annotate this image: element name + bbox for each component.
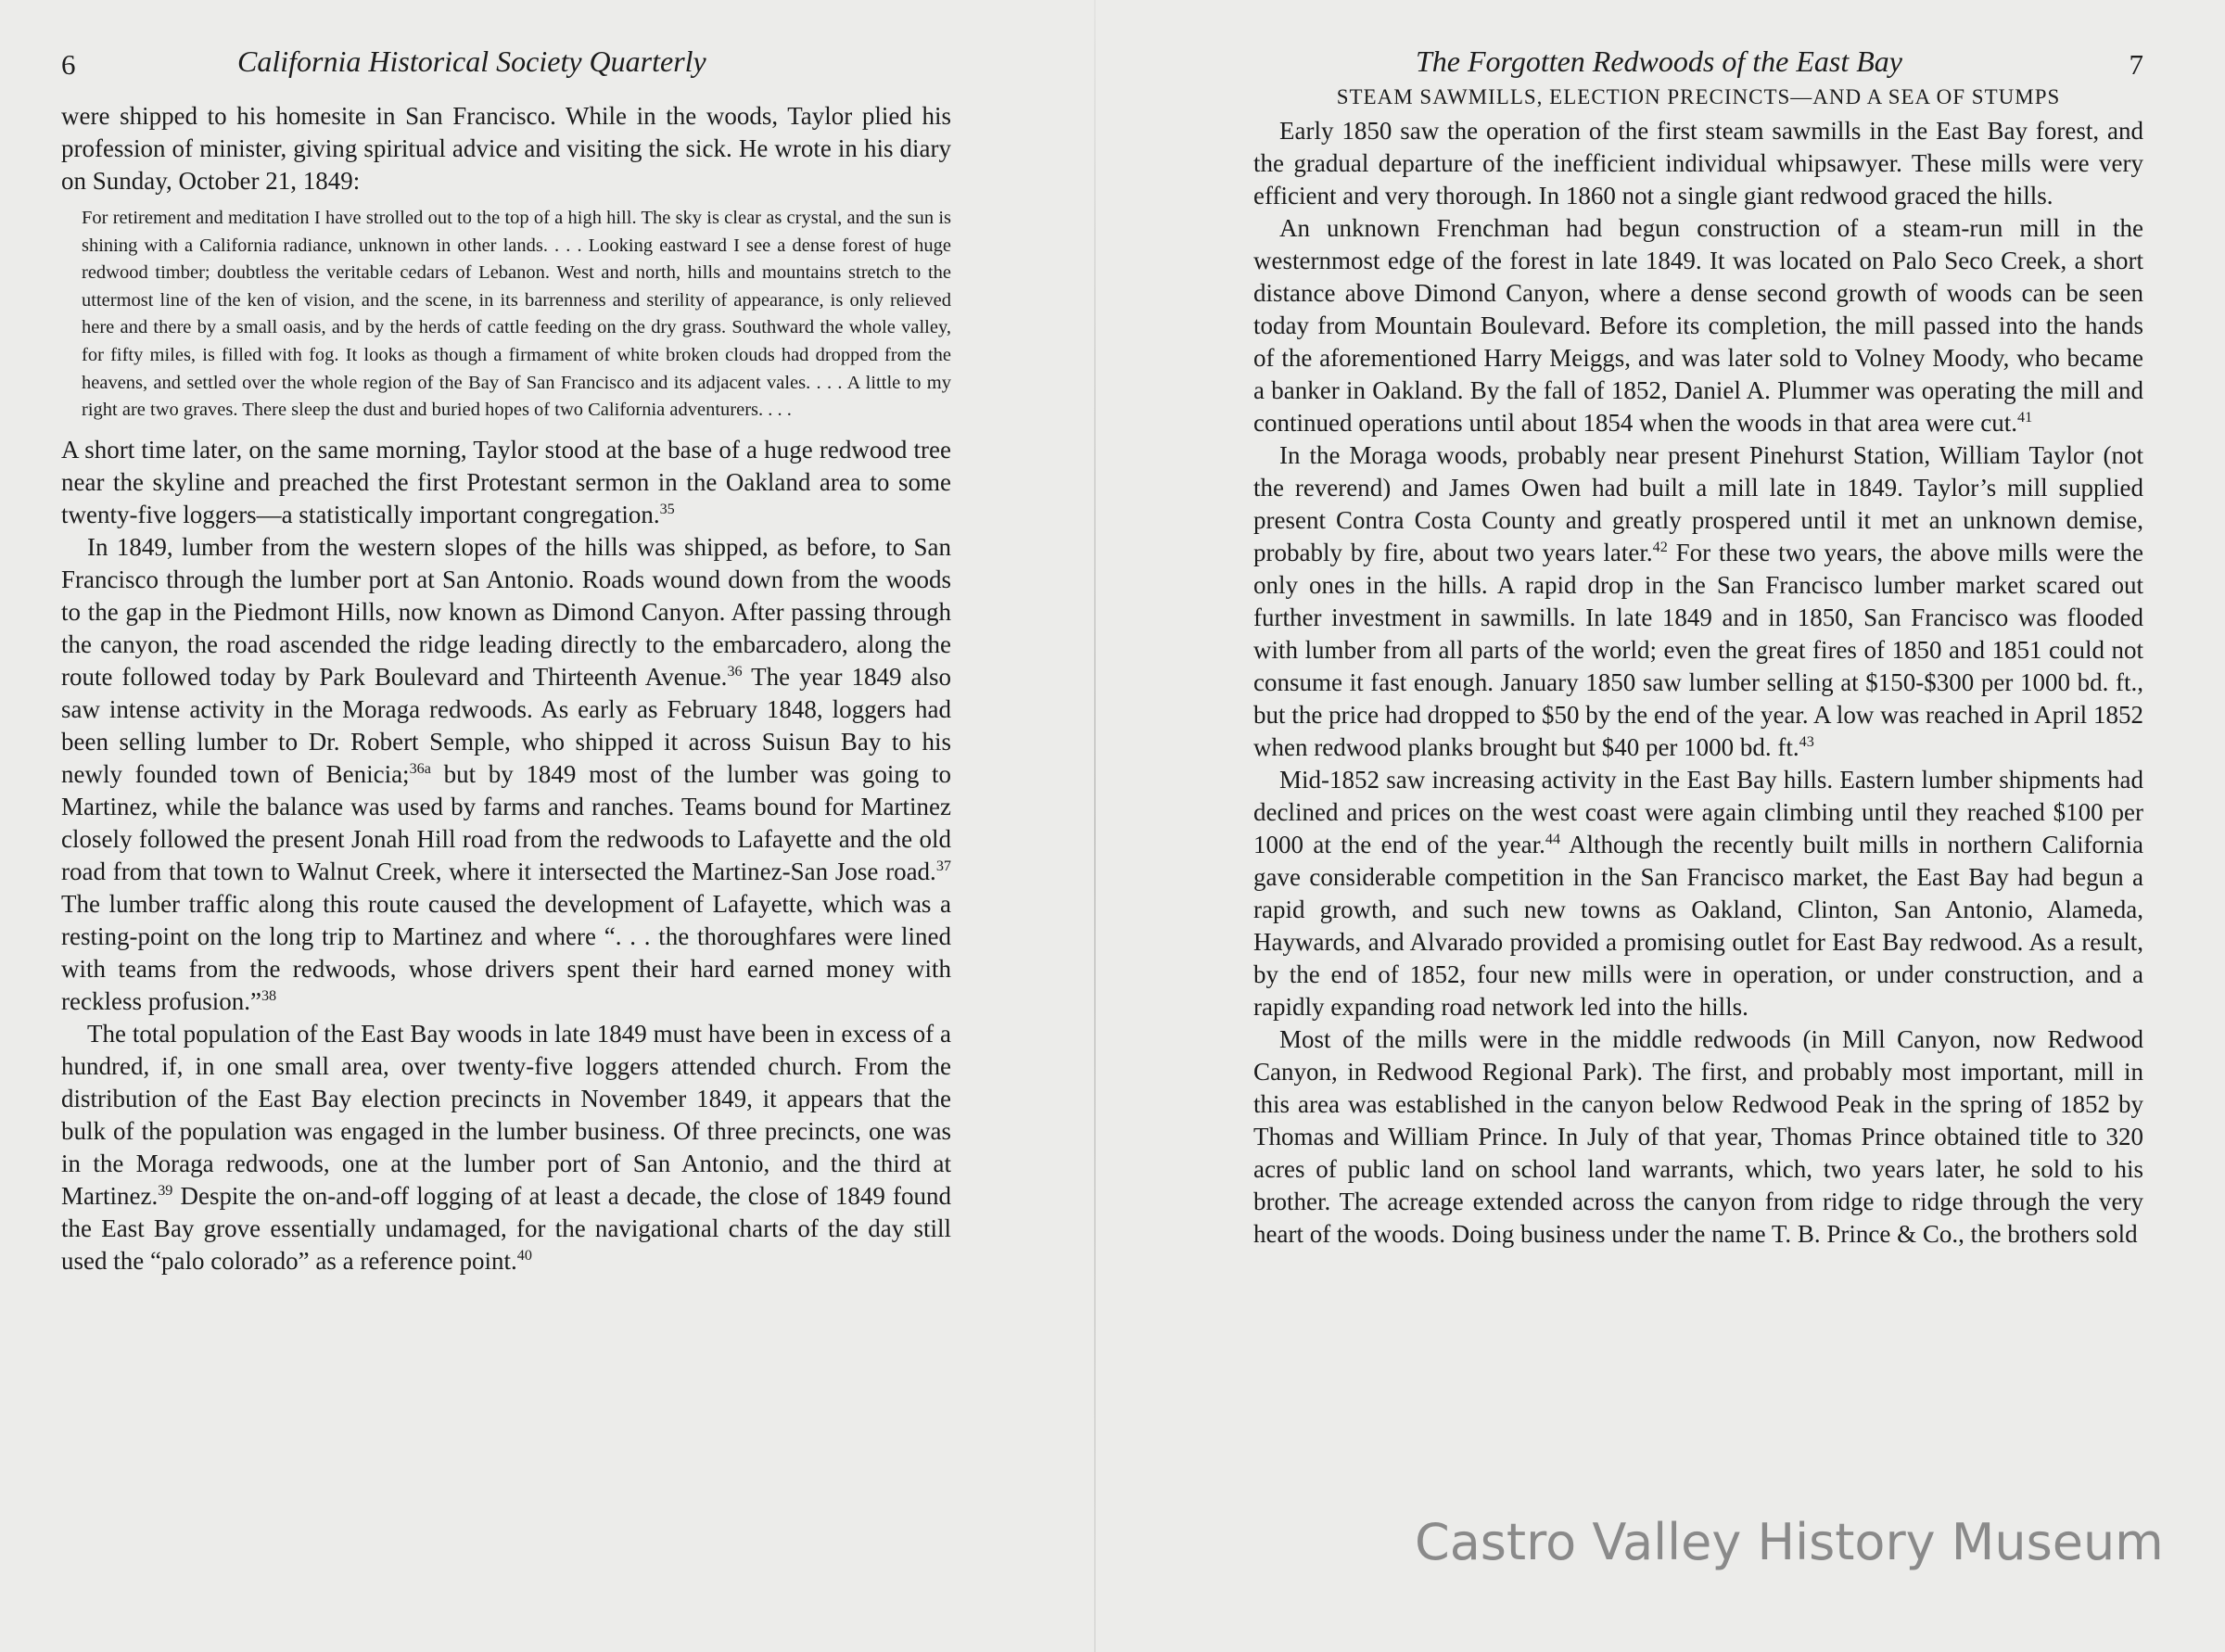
- right-running-title: The Forgotten Redwoods of the East Bay: [1416, 44, 1902, 78]
- museum-watermark: Castro Valley History Museum: [1415, 1513, 2164, 1571]
- footnote-marker: 43: [1799, 733, 1814, 750]
- footnote-marker: 40: [516, 1246, 532, 1264]
- footnote-marker: 35: [659, 500, 675, 517]
- right-paragraph-5: Most of the mills were in the middle redwoods (in Mill Canyon, now Redwood Canyon, in Redwood Regional Park). The first, and probably most important, mill in this area was established in the canyon below Redwood Peak in the spring of 1852 by Thomas and William Prince. In July of that year, Thomas Prince obtained title to 320 acres of public land on school land warrants, which, two years later, he sold to his brother. The acreage extended across the canyon from ridge to ridge through the very heart of the woods. Doing business under the name T. B. Prince & Co., the brothers sold: [1253, 1025, 2143, 1248]
- footnote-marker: 38: [261, 986, 277, 1004]
- footnote-marker: 37: [935, 857, 951, 874]
- right-paragraph-1: Early 1850 saw the operation of the first steam sawmills in the East Bay forest, and the gradual departure of the inefficient individual whipsawyer. These mills were very efficient and very thorough. In 1860 not a single giant redwood graced the hills.: [1253, 117, 2143, 210]
- right-page: [1253, 0, 2143, 1251]
- left-paragraph-2: A short time later, on the same morning, Taylor stood at the base of a huge redwood tree near the skyline and preached the first Protestant sermon in the Oakland area to some twenty-five loggers—a statistically important congregation.$^{35}$: [61, 435, 951, 528]
- left-running-head: [61, 0, 951, 81]
- footnote-marker: 42: [1652, 539, 1668, 555]
- left-paragraph-1: were shipped to his homesite in San Francisco. While in the woods, Taylor plied his profession of minister, giving spiritual advice and visiting the sick. He wrote in his diary on Sunday, October 21, 1849:: [61, 102, 951, 195]
- right-paragraph-3: In the Moraga woods, probably near present Pinehurst Station, William Taylor (not the reverend) and James Owen had built a mill late in 1849. Taylor’s mill supplied present Contra Costa County and greatly prospered until it met an unknown demise, probably by fire, about two years later.$^{42}$ For these two years, the above mills were the only ones in the hills. A rapid drop in the San Francisco lumber market scared out further investment in sawmills. In late 1849 and in 1850, San Francisco was flooded with lumber from all parts of the world; even the great fires of 1850 and 1851 could not consume it fast enough. January 1850 saw lumber selling at $150-$300 per 1000 bd. ft., but the price had dropped to $50 by the end of the year. A low was reached in April 1852 when redwood planks brought but $40 per 1000 bd. ft.$^{43}$: [1253, 441, 2144, 761]
- footnote-marker: 36a: [409, 759, 431, 777]
- right-running-head: [1253, 0, 2143, 81]
- footnote-marker: 44: [1545, 831, 1561, 847]
- left-paragraph-3: In 1849, lumber from the western slopes of the hills was shipped, as before, to San Francisco through the lumber port at San Antonio. Roads wound down from the woods to the gap in the Piedmont Hills, now known as Dimond Canyon. After passing through the canyon, the road ascended the ridge leading directly to the embarcadero, along the route followed today by Park Boulevard and Thirteenth Avenue.$^{36}$ The year 1849 also saw intense activity in the Moraga redwoods. As early as February 1848, loggers had been selling lumber to Dr. Robert Semple, who shipped it across Suisun Bay to his newly founded town of Benicia;$^{36a}$ but by 1849 most of the lumber was going to Martinez, while the balance was used by farms and ranches. Teams bound for Martinez closely followed the present Jonah Hill road from the redwoods to Lafayette and the old road from that town to Walnut Creek, where it intersected the Martinez-San Jose road.$^{37}$ The lumber traffic along this route caused the development of Lafayette, which was a resting-point on the long trip to Martinez and where “. . . the thoroughfares were lined with teams from the redwoods, whose drivers spent their hard earned money with reckless profusion.”$^{38}$: [61, 532, 951, 1015]
- section-heading: STEAM SAWMILLS, ELECTION PRECINCTS—AND A SEA OF STUMPS: [1336, 85, 2061, 108]
- right-paragraph-4: Mid-1852 saw increasing activity in the East Bay hills. Eastern lumber shipments had declined and prices on the west coast were again climbing until they reached $100 per 1000 at the end of the year.$^{44}$ Although the recently built mills in northern California gave considerable competition in the San Francisco market, the East Bay had begun a rapid growth, and such new towns as Oakland, Clinton, San Antonio, Alameda, Haywards, and Alvarado provided a promising outlet for East Bay redwood. As a result, by the end of 1852, four new mills were in operation, or under construction, and a rapidly expanding road network led into the hills.: [1253, 766, 2143, 1021]
- diary-quote: For retirement and meditation I have strolled out to the top of a high hill. The sky is clear as crystal, and the sun is shining with a California radiance, unknown in other lands. . . . Looking eastward I see a dense forest of huge redwood timber; doubtless the veritable cedars of Lebanon. West and north, hills and mountains stretch to the uttermost line of the ken of vision, and the scene, in its barrenness and sterility of appearance, is only relieved here and there by a small oasis, and by the herds of cattle feeding on the dry grass. Southward the whole valley, for fifty miles, is filled with fog. It looks as though a firmament of white broken clouds had dropped from the heavens, and settled over the whole region of the Bay of San Francisco and its adjacent vales. . . . A little to my right are two graves. There sleep the dust and buried hopes of two California adventurers. . . .: [82, 208, 951, 421]
- footnote-marker: 39: [158, 1181, 173, 1199]
- book-gutter: [1094, 0, 1096, 1652]
- left-page: [61, 0, 951, 1277]
- footnote-marker: 41: [2017, 409, 2033, 426]
- left-running-title: California Historical Society Quarterly: [237, 44, 706, 78]
- footnote-marker: 36: [727, 662, 743, 680]
- right-page-number: 7: [2129, 48, 2143, 81]
- left-paragraph-4: The total population of the East Bay woods in late 1849 must have been in excess of a hundred, if, in one small area, over twenty-five loggers attended church. From the distribution of the East Bay election precincts in November 1849, it appears that the bulk of the population was engaged in the lumber business. Of three precincts, one was in the Moraga redwoods, one at the lumber port of San Antonio, and the third at Martinez.$^{39}$ Despite the on-and-off logging of at least a decade, the close of 1849 found the East Bay grove essentially undamaged, for the navigational charts of the day still used the “palo colorado” as a reference point.$^{40}$: [61, 1019, 951, 1275]
- left-page-number: 6: [61, 48, 76, 81]
- right-paragraph-2: An unknown Frenchman had begun construction of a steam-run mill in the westernmost edge of the forest in late 1849. It was located on Palo Seco Creek, a short distance above Dimond Canyon, where a dense second growth of woods can be seen today from Mountain Boulevard. Before its completion, the mill passed into the hands of the aforementioned Harry Meiggs, and was later sold to Volney Moody, who became a banker in Oakland. By the fall of 1852, Daniel A. Plummer was operating the mill and continued operations until about 1854 when the woods in that area were cut.$^{41}$: [1253, 214, 2143, 437]
